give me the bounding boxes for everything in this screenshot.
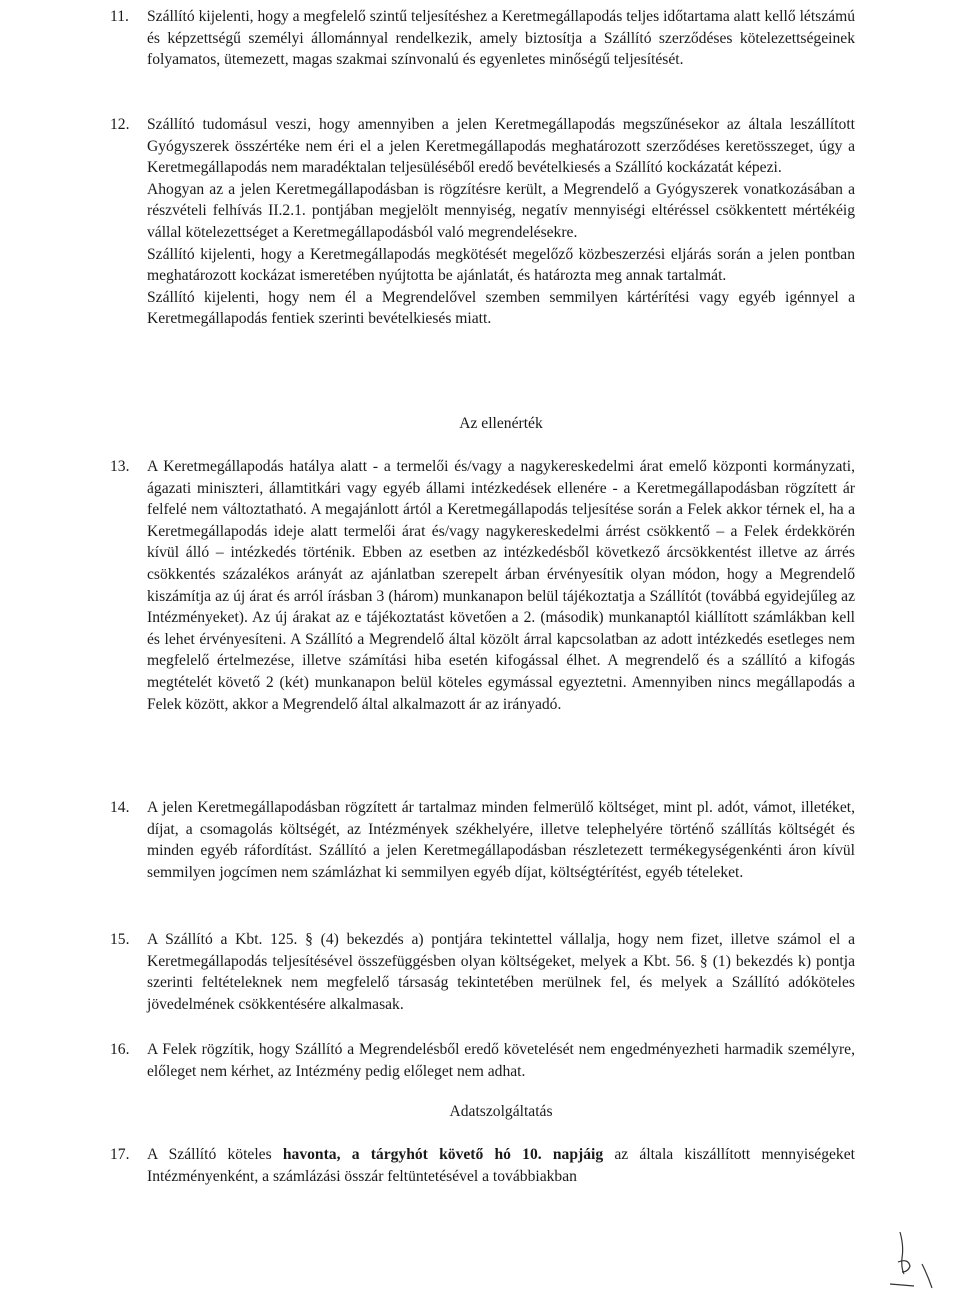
clause-paragraph: A Szállító a Kbt. 125. § (4) bekezdés a) pontjára tekintettel vállalja, hogy nem fizet, illetve számol el a Keretmegállapodás teljesítésével összefüggésben olyan költségeket, melyek a Kbt. 56. § (1) bekezdés k) pontja szerinti feltételeknek nem megfelelő társaság tekintetében merülnek fel, és melyek a Szállító adóköteles jövedelmének csökkentésére alkalmasak.	[147, 931, 855, 1013]
clause-number: 14.	[110, 799, 130, 816]
section-heading-ellenertek: Az ellenérték	[459, 415, 543, 432]
clause-paragraph	[147, 1144, 855, 1187]
clause-number: 15.	[110, 931, 130, 948]
clause-number: 12.	[110, 116, 130, 133]
clause-text: az általa kiszállított mennyiségeket Intézményenként, a számlázási összár feltüntetésével a továbbiakban	[147, 1146, 855, 1185]
clause-14	[110, 797, 855, 883]
clause-12	[110, 114, 855, 330]
clause-number: 11.	[110, 8, 129, 25]
clause-15	[110, 929, 855, 1015]
handwritten-initials	[888, 1228, 948, 1294]
section-heading-adatszolgaltatas: Adatszolgáltatás	[449, 1103, 553, 1120]
clause-16	[110, 1039, 855, 1082]
clause-11	[110, 6, 855, 71]
clause-paragraph: A jelen Keretmegállapodásban rögzített ár tartalmaz minden felmerülő költséget, mint pl. adót, vámot, illetéket, díjat, a csomagolás költségét, az Intézmények székhelyére, illetve telephelyére történő szállítás költségét és minden egyéb ráfordítást. Szállító a jelen Keretmegállapodásban részletezett termékegységenkénti áron kívül semmilyen jogcímen nem számlázhat ki semmilyen egyéb díjat, költségtérítést, egyéb tételeket.	[147, 799, 855, 881]
clause-number: 16.	[110, 1041, 130, 1058]
clause-17	[110, 1144, 855, 1187]
clause-text: A Szállító köteles	[147, 1146, 283, 1163]
clause-paragraph: A Keretmegállapodás hatálya alatt - a termelői és/vagy a nagykereskedelmi árat emelő központi kormányzati, ágazati miniszteri, államtitkári vagy egyéb állami intézkedések ellenére - a Keretmegállapodásban rögzített ár felfelé nem változtatható. A megajánlott ártól a Keretmegállapodás teljesítése során a Felek akkor térnek el, ha a Keretmegállapodás ideje alatt termelői árat és/vagy nagykereskedelmi árrést csökkentő – a Felek érdekkörén kívül álló – intézkedés történik. Ebben az esetben az intézkedésből következő árcsökkentést illetve az árrés csökkentés százalékos arányát az ajánlatban szerepelt árban érvényesítik olyan módon, hogy a Megrendelő kiszámítja az új árat és arról írásban 3 (három) munkanapon belül tájékoztatja a Szállítót (továbbá egyidejűleg az Intézményeket). Az új árakat az e tájékoztatást követően a 2. (második) munkanaptól kiállított számlákban kell és lehet érvényesíteni. A Szállító a Megrendelő által közölt árral kapcsolatban az adott intézkedés esetleges nem megfelelő értelmezése, illetve számítási hiba esetén kifogással élhet. A megrendelő és a szállító a kifogás megtételét követő 2 (két) munkanapon belül köteles egymással egyeztetni. Amennyiben nincs megállapodás a Felek között, akkor a Megrendelő által alkalmazott ár az irányadó.	[147, 458, 855, 713]
clause-paragraph: A Felek rögzítik, hogy Szállító a Megrendelésből eredő követelését nem engedményezheti harmadik személyre, előleget nem kérhet, az Intézmény pedig előleget nem adhat.	[147, 1041, 855, 1080]
clause-number: 13.	[110, 458, 130, 475]
clause-number: 17.	[110, 1146, 130, 1163]
clause-paragraph: Szállító kijelenti, hogy a Keretmegállapodás megkötését megelőző közbeszerzési eljárás során a jelen pontban meghatározott kockázat ismeretében nyújtotta be ajánlatát, és határozta meg annak tartalmát.	[147, 245, 855, 285]
clause-paragraph: Szállító kijelenti, hogy nem él a Megrendelővel szemben semmilyen kártérítési vagy egyéb igénnyel a Keretmegállapodás fentiek szerinti bevételkiesés miatt.	[147, 288, 855, 328]
clause-13	[110, 456, 855, 715]
clause-paragraph: Ahogyan az a jelen Keretmegállapodásban is rögzítésre került, a Megrendelő a Gyógyszerek vonatkozásában a részvételi felhívás II.2.1. pontjában megjelölt mennyiség, negatív mennyiségi eltéréssel csökkentett mértékéig vállal kötelezettséget a Keretmegállapodásból való megrendelésekre.	[147, 180, 855, 241]
deadline-emphasis: havonta, a tárgyhót követő hó 10. napjáig	[282, 1146, 604, 1163]
clause-paragraph: Szállító tudomásul veszi, hogy amennyiben a jelen Keretmegállapodás megszűnésekor az általa leszállított Gyógyszerek összértéke nem éri el a jelen Keretmegállapodás meghatározott szerződéses keretösszeget, úgy a Keretmegállapodás nem maradéktalan teljesüléséből eredő bevételkiesés a Szállító kockázatát képezi.	[147, 116, 855, 177]
clause-paragraph: Szállító kijelenti, hogy a megfelelő szintű teljesítéshez a Keretmegállapodás teljes időtartama alatt kellő létszámú és képzettségű személyi állománnyal rendelkezik, amely biztosítja a Szállító szerződéses kötelezettségeinek folyamatos, ütemezett, magas szakmai színvonalú és egyenletes minőségű teljesítését.	[147, 8, 855, 69]
